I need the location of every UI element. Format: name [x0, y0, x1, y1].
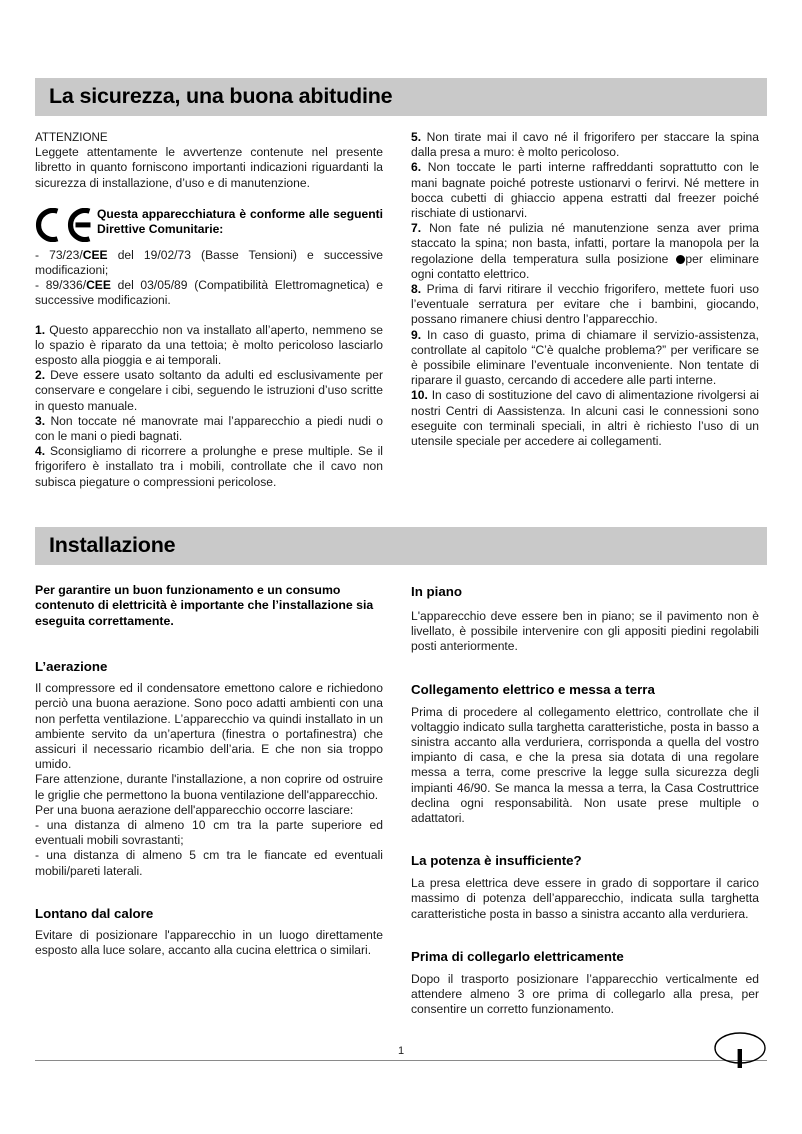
- directive-2-pre: - 89/336/: [35, 278, 87, 293]
- ce-conformity-block: [35, 207, 383, 247]
- safety-item-8: [411, 282, 759, 328]
- directive-1: [35, 248, 383, 278]
- safety-item-4-text: Sconsigliamo di ricorrere a prolunghe e prese multiple. Se il frigorifero è installato tra i mobili, controllate che il cavo non subisca piegature o compressioni pericolose.: [35, 444, 383, 489]
- directive-2: [35, 278, 383, 308]
- section-installation: [0, 527, 802, 1017]
- installation-section-banner: [35, 527, 767, 565]
- in-piano-body: L'apparecchio deve essere ben in piano; se il pavimento non è livellato, è possibile intervenire con gli appositi piedini regolabili posti anteriormente.: [411, 609, 759, 654]
- installation-left-column: [35, 583, 383, 1017]
- safety-item-5: [411, 130, 759, 160]
- prima-di-collegarlo-body: Dopo il trasporto posizionare l’apparecchio verticalmente ed attendere almeno 3 ore prima di collegarlo alla presa, per consentire un corretto funzionamento.: [411, 971, 759, 1017]
- safety-item-6: [411, 160, 759, 221]
- safety-item-2-text: Deve essere usato soltanto da adulti ed esclusivamente per conservare e congelare i cibi, seguendo le istruzioni d’uso scritte in questo manuale.: [35, 368, 383, 413]
- safety-item-6-number: 6.: [411, 160, 422, 175]
- safety-item-7-number: 7.: [411, 221, 422, 236]
- directive-1-post: del 19/02/73 (Basse Tensioni) e successive modificazioni;: [35, 247, 383, 278]
- subheading-prima-di-collegarlo: Prima di collegarlo elettricamente: [411, 948, 624, 964]
- installation-columns: [35, 583, 767, 1017]
- directive-2-code: CEE: [86, 278, 111, 293]
- installation-lead-paragraph: Per garantire un buon funzionamento e un consumo contenuto di elettricità è importante che l’installazione sia eseguita correttamente.: [35, 583, 374, 628]
- safety-item-10-number: 10.: [411, 388, 428, 403]
- safety-item-7: [411, 221, 759, 282]
- safety-section-title: La sicurezza, una buona abitudine: [49, 84, 393, 109]
- page-footer: [35, 1032, 767, 1092]
- safety-item-6-text: Non toccate le parti interne raffreddanti soprattutto con le mani bagnate poiché potreste ustionarvi o ferirvi. Né mettere in bocca cubetti di ghiaccio appena estratti dal freezer poiché rischiate di ustionarvi.: [411, 160, 759, 221]
- section-safety: [0, 78, 802, 490]
- safety-item-10: [411, 388, 759, 449]
- safety-item-3: [35, 414, 383, 444]
- directive-1-pre: - 73/23/: [35, 247, 83, 262]
- aerazione-bullet-1: - una distanza di almeno 10 cm tra la parte superiore ed eventuali mobili sovrastanti;: [35, 818, 383, 848]
- safety-item-5-number: 5.: [411, 130, 422, 144]
- ce-mark-icon: [35, 207, 97, 247]
- aerazione-bullet-2: - una distanza di almeno 5 cm tra le fiancate ed eventuali mobili/pareti laterali.: [35, 848, 383, 878]
- ce-heading-text: Questa apparecchiatura è conforme alle seguenti Direttive Comunitarie:: [97, 206, 383, 237]
- subheading-in-piano: In piano: [411, 584, 462, 599]
- directive-2-post: del 03/05/89 (Compatibilità Elettromagnetica) e successive modificazioni.: [35, 278, 383, 308]
- safety-item-1-text: Questo apparecchio non va installato all’aperto, nemmeno se lo spazio è riparato da una tettoia; è molto pericoloso lasciarlo esposto alla pioggia e ai temporali.: [35, 322, 383, 368]
- safety-right-column: [411, 130, 759, 490]
- safety-item-4-number: 4.: [35, 444, 46, 459]
- page-number: 1: [397, 1045, 405, 1057]
- aerazione-body-2: Fare attenzione, durante l'installazione, a non coprire od ostruire le griglie che permettono la buona ventilazione dell'apparecchio.: [35, 772, 383, 802]
- safety-columns: [35, 130, 767, 490]
- safety-item-9-number: 9.: [411, 327, 422, 342]
- safety-intro-paragraph: Leggete attentamente le avvertenze contenute nel presente libretto in quanto forniscono importanti indicazioni riguardanti la sicurezza di installazione, d’uso e di manutenzione.: [35, 145, 383, 190]
- installation-right-column: [411, 583, 759, 1017]
- safety-item-9-text: In caso di guasto, prima di chiamare il servizio-assistenza, controllate al capitolo “C’è qualche problema?” per verificare se è possibile eliminare l’eventuale inconveniente. Non tentate di riparare il guasto, cercando di accedere alle parti interne.: [411, 327, 759, 388]
- installation-section-title: Installazione: [49, 533, 176, 558]
- oval-pin-mark-icon: [713, 1032, 767, 1072]
- subheading-lontano-dal-calore: Lontano dal calore: [35, 905, 154, 921]
- safety-item-7-text-after: per eliminare ogni contatto elettrico.: [411, 251, 759, 281]
- safety-item-9: [411, 328, 759, 389]
- safety-item-5-text: Non tirate mai il cavo né il frigorifero per staccare la spina dalla presa a muro: è molto pericoloso.: [411, 130, 759, 160]
- safety-item-3-number: 3.: [35, 413, 46, 428]
- potenza-insufficiente-body: La presa elettrica deve essere in grado di sopportare il carico massimo di potenza dell’apparecchio, indicata sulla targhetta caratteristiche posta in basso a sinistra accanto alla verduriera.: [411, 876, 759, 921]
- safety-item-1-number: 1.: [35, 322, 46, 337]
- collegamento-elettrico-body: Prima di procedere al collegamento elettrico, controllate che il voltaggio indicato sulla targhetta caratteristiche, posta in basso a sinistra accanto alla verduriera, corrisponda a quella del vostro impianto di casa, e che la presa sia dotata di una regolare messa a terra, come prescrive la legge sulla sicurezza degli impianti 46/90. Se manca la messa a terra, la Casa Costruttrice declina ogni responsabilità. Non usate prese multiple o adattatori.: [411, 704, 759, 826]
- safety-item-10-text: In caso di sostituzione del cavo di alimentazione rivolgersi ai nostri Centri di Aassistenza. In alcuni casi le connessioni sono eseguite con terminali speciali, in altri è richiesto l’uso di un utensile speciale per accedere ai collegamenti.: [411, 388, 759, 449]
- attention-label: ATTENZIONE: [35, 131, 108, 144]
- safety-item-2-number: 2.: [35, 368, 46, 383]
- safety-left-column: [35, 130, 383, 490]
- safety-item-8-number: 8.: [411, 282, 422, 297]
- subheading-potenza-insufficiente: La potenza è insufficiente?: [411, 853, 582, 869]
- subheading-collegamento-elettrico: Collegamento elettrico e messa a terra: [411, 681, 655, 697]
- safety-item-7-text-before: Non fate né pulizia né manutenzione senza aver prima staccato la spina; non basta, infatti, portare la manopola per la regolazione della temperatura sulla posizione: [411, 221, 759, 266]
- safety-item-2: [35, 368, 383, 414]
- subheading-aerazione: L’aerazione: [35, 659, 108, 675]
- safety-item-4: [35, 444, 383, 490]
- safety-item-8-text: Prima di farvi ritirare il vecchio frigorifero, mettete fuori uso l’eventuale serratura per evitare che i bambini, giocando, possano rimanere chiusi dentro l’apparecchio.: [411, 282, 759, 327]
- lontano-dal-calore-body: Evitare di posizionare l'apparecchio in un luogo direttamente esposto alla luce solare, accanto alla cucina elettrica o similari.: [35, 927, 383, 958]
- safety-item-1: [35, 323, 383, 369]
- footer-divider-rule: [35, 1060, 767, 1061]
- directive-1-code: CEE: [82, 247, 108, 262]
- safety-section-banner: [35, 78, 767, 116]
- aerazione-body-1: Il compressore ed il condensatore emettono calore e richiedono perciò una buona aerazione. Sono poco adatti ambienti con una non perfetta ventilazione. L’apparecchio va quindi installato in un ambiente servito da un’apertura (finestra o portafinestra) che assicuri il necessario ricambio dell’aria. E che non sia troppo umido.: [35, 681, 383, 772]
- safety-item-3-text: Non toccate né manovrate mai l’apparecchio a piedi nudi o con le mani o piedi bagnati.: [35, 413, 383, 444]
- aerazione-body-3: Per una buona aerazione dell'apparecchio occorre lasciare:: [35, 802, 354, 817]
